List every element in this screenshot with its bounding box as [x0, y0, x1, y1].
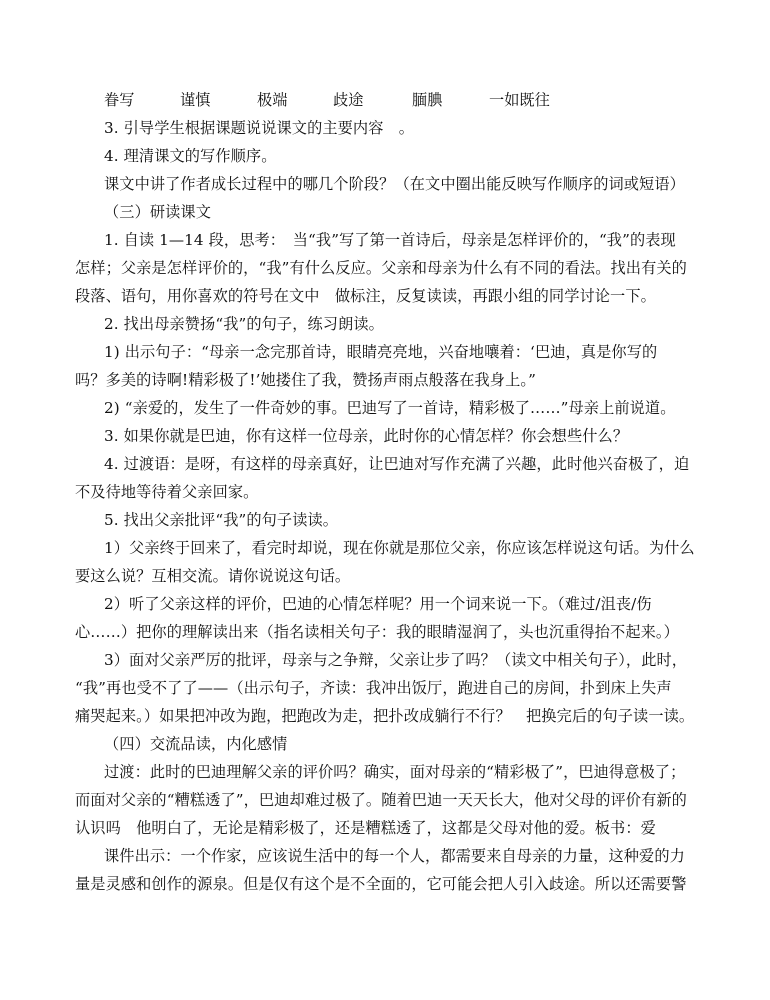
paragraph-line: 量是灵感和创作的源泉。但是仅有这个是不全面的，它可能会把人引入歧途。所以还需要警 [75, 875, 687, 893]
vocab-word: 极端 [257, 91, 288, 109]
vocab-word: 眷写 [104, 91, 135, 109]
paragraph-line: 段落、语句，用你喜欢的符号在文中 做标注，反复读读，再跟小组的同学讨论一下。 [75, 287, 656, 305]
paragraph-line: 3. 引导学生根据课题说说课文的主要内容 。 [104, 119, 415, 137]
paragraph-line: 1）父亲终于回来了，看完时却说，现在你就是那位父亲，你应该怎样说这句话。为什么 [104, 539, 695, 557]
paragraph-line: 认识吗 他明白了，无论是精彩极了，还是糟糕透了，这都是父母对他的爱。板书：爱 [75, 819, 656, 837]
paragraph-line: 3）面对父亲严厉的批评，母亲与之争辩，父亲让步了吗？（读文中相关句子），此时， [104, 651, 688, 669]
vocab-word: 一如既往 [489, 91, 550, 109]
paragraph-line: 课件出示：一个作家，应该说生活中的每一个人，都需要来自母亲的力量，这种爱的力 [104, 847, 685, 865]
paragraph-line: “我”再也受不了了——（出示句子，齐读：我冲出饭厅，跑进自己的房间，扑到床上失声 [75, 679, 672, 697]
paragraph-line: 吗？多美的诗啊!精彩极了!’她搂住了我，赞扬声雨点般落在我身上。” [75, 371, 536, 389]
vocab-word: 腼腆 [412, 91, 443, 109]
paragraph-line: 而面对父亲的“糟糕透了”，巴迪却难过极了。随着巴迪一天天长大，他对父母的评价有新的 [75, 791, 687, 809]
paragraph-line: 痛哭起来。）如果把冲改为跑，把跑改为走，把扑改成躺行不行？ 把换完后的句子读一读。 [75, 707, 695, 725]
paragraph-line: 1) 出示句子：“母亲一念完那首诗，眼睛亮亮地，兴奋地嚷着：‘巴迪，真是你写的 [104, 343, 658, 361]
paragraph-line: 4. 理清课文的写作顺序。 [104, 147, 277, 165]
section-heading: （四）交流品读，内化感情 [104, 735, 288, 753]
paragraph-line: 怎样；父亲是怎样评价的，“我”有什么反应。父亲和母亲为什么有不同的看法。找出有关的 [75, 259, 687, 277]
paragraph-line: 4. 过渡语：是呀，有这样的母亲真好，让巴迪对写作充满了兴趣，此时他兴奋极了，迫 [104, 455, 690, 473]
vocab-word: 谨慎 [180, 91, 211, 109]
paragraph-line: 课文中讲了作者成长过程中的哪几个阶段？（在文中圈出能反映写作顺序的词或短语） [104, 175, 685, 193]
paragraph-line: 心……）把你的理解读出来（指名读相关句子：我的眼睛湿润了，头也沉重得抬不起来。） [75, 623, 679, 641]
paragraph-line: 1. 自读 1—14 段，思考： 当“我”写了第一首诗后，母亲是怎样评价的，“我”的表现 [104, 231, 676, 249]
section-heading: （三）研读课文 [104, 203, 212, 221]
paragraph-line: 要这么说？互相交流。请你说说这句话。 [75, 567, 351, 585]
paragraph-line: 5. 找出父亲批评“我”的句子读读。 [104, 511, 339, 529]
paragraph-line: 2) “亲爱的，发生了一件奇妙的事。巴迪写了一首诗，精彩极了……”母亲上前说道。 [104, 399, 676, 417]
paragraph-line: 不及待地等待着父亲回家。 [75, 483, 259, 501]
paragraph-line: 2）听了父亲这样的评价，巴迪的心情怎样呢？用一个词来说一下。（难过/沮丧/伤 [104, 595, 652, 613]
paragraph-line: 3. 如果你就是巴迪，你有这样一位母亲，此时你的心情怎样？你会想些什么？ [104, 427, 629, 445]
vocab-word: 歧途 [333, 91, 364, 109]
paragraph-line: 过渡：此时的巴迪理解父亲的评价吗？确实，面对母亲的“精彩极了”，巴迪得意极了； [104, 763, 686, 781]
paragraph-line: 2. 找出母亲赞扬“我”的句子，练习朗读。 [104, 315, 384, 333]
